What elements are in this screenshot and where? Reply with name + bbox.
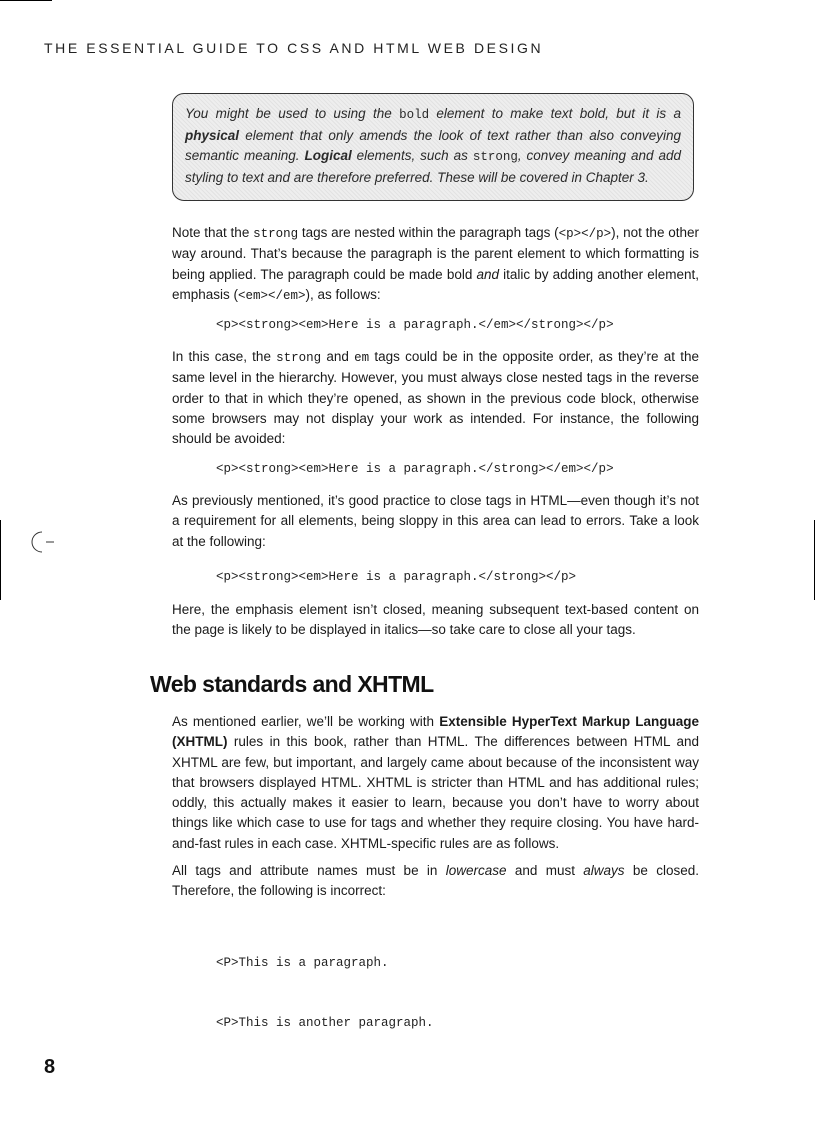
body-text: tags are nested within the paragraph tags ( [298,225,559,240]
code-line: <P>This is another paragraph. [216,1016,434,1030]
running-head: THE ESSENTIAL GUIDE TO CSS AND HTML WEB DESIGN [44,40,544,56]
paragraph-lowercase [172,861,699,902]
note-text: elements, such as [351,148,473,163]
code-line: <p><strong><em>Here is a paragraph.</em></strong></p> [216,318,614,332]
body-text: rules in this book, rather than HTML. The differences between HTML and XHTML are few, but important, and largely came about because of the inconsistent way that browsers displayed HTML. XHTML is stricter than HTML and has additional rules; oddly, this actually makes it easier to learn, because you don’t have to worry about things like which case to use for tags and whether they require closing. You have hard-and-fast rules in each case. XHTML-specific rules are as follows. [172,734,699,851]
body-text: Note that the [172,225,254,240]
body-italic: lowercase [445,863,507,878]
inline-code: strong [276,351,322,365]
body-italic: and [476,266,499,282]
code-block-4 [216,913,434,1053]
paragraph-closing [172,491,699,552]
note-text: You might be used to using the [185,106,400,121]
body-text: be closed. Therefore, the following is incorrect: [172,863,699,899]
body-bold: Extensible HyperText Markup Language (XHTML) [172,714,699,750]
note-code: bold [399,108,430,122]
body-text: tags could be in the opposite order, as they’re at the same level in the hierarchy. However, you must always close nested tags in the reverse order to that in which they’re opened, as shown in the previous code block, otherwise some browsers may not display your work as intended. For instance, the following should be avoided: [172,349,699,447]
paragraph-nesting [172,223,699,306]
body-text: All tags and attribute names must be in [172,863,446,878]
page-number: 8 [44,1056,56,1078]
code-block-2 [216,459,614,479]
note-code: strong [472,150,518,164]
body-text: italic by adding another element, emphasis ( [172,266,699,302]
inline-code: <p></p> [558,227,612,241]
note-emphasis: physical [185,127,240,143]
section-heading: Web standards and XHTML [150,671,434,697]
margin-rule-right [814,520,815,600]
body-text: ), as follows: [305,286,381,302]
code-line: <p><strong><em>Here is a paragraph.</strong></p> [216,570,577,584]
code-line: <p><strong><em>Here is a paragraph.</strong></em></p> [216,462,614,476]
registration-mark-icon [0,520,60,560]
crop-mark-top-left [0,0,52,1]
body-text: Here, the emphasis element isn’t closed, meaning subsequent text-based content on the page is likely to be displayed in italics—so take care to close all your tags. [172,602,699,638]
body-text: As previously mentioned, it’s good practice to close tags in HTML—even though it’s not a requirement for all elements, being sloppy in this area can lead to errors. Take a look at the following: [172,493,699,549]
code-block-3 [216,567,576,587]
note-text: , convey meaning and add styling to text and are therefore preferred. These will be covered in Chapter 3. [185,148,681,185]
body-italic: always [583,863,625,878]
inline-code: em [354,351,370,365]
inline-code: strong [253,227,299,241]
paragraph-emphasis [172,600,699,641]
paragraph-xhtml-intro [172,712,699,854]
body-text: As mentioned earlier, we’ll be working with [172,714,440,729]
note-emphasis: Logical [304,148,352,163]
body-text: In this case, the [172,349,277,364]
note-text: element that only amends the look of text rather than also conveying semantic meaning. [185,127,681,163]
note-text: element to make text bold, but it is a [429,106,681,121]
body-text: and [321,349,355,364]
code-line: <P>This is a paragraph. [216,956,389,970]
note-callout [172,93,694,201]
inline-code: <em></em> [238,288,306,303]
code-block-1 [216,315,614,335]
paragraph-order [172,347,699,449]
body-text: ), not the other way around. That’s because the paragraph is the parent element to which formatting is being applied. The paragraph could be made bold [172,225,699,282]
body-text: and must [506,863,584,878]
